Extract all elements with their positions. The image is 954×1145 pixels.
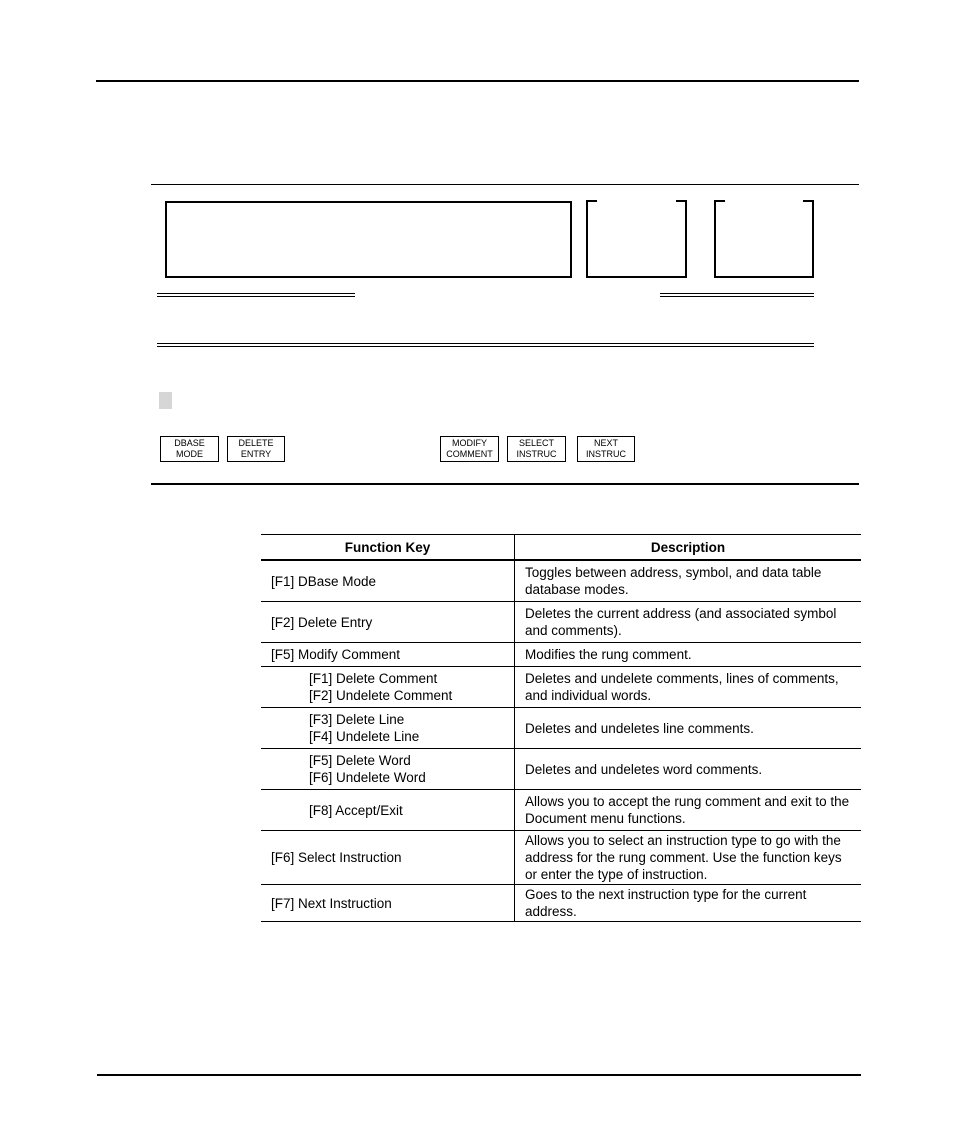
table-header-row <box>261 535 861 561</box>
function-key-cell <box>261 560 515 602</box>
prompt-cursor <box>159 392 172 409</box>
function-key-table <box>261 534 861 922</box>
description-cell: Deletes and undeletes word comments. <box>515 749 862 790</box>
function-key-label: [F4] Undelete Line <box>309 729 420 744</box>
function-key-cell <box>261 790 515 831</box>
comment-display-box <box>165 201 572 278</box>
description-cell: Goes to the next instruction type for the current address. <box>515 885 862 922</box>
table-row <box>261 885 861 922</box>
field-separator-right <box>660 293 814 297</box>
table-row <box>261 708 861 749</box>
softkey-line-1: SELECT <box>518 438 554 448</box>
symbol-display-box <box>586 200 687 278</box>
description-cell: Allows you to accept the rung comment and exit to the Document menu functions. <box>515 790 862 831</box>
softkey-line-1: MODIFY <box>452 438 487 448</box>
screen-bottom-border <box>151 483 859 485</box>
table-row <box>261 667 861 708</box>
table-row <box>261 602 861 643</box>
function-key-label: [F5] Modify Comment <box>271 647 401 662</box>
function-key-label: [F8] Accept/Exit <box>309 802 403 818</box>
softkey-line-1: DBASE <box>174 438 205 448</box>
footer-rule <box>97 1074 861 1076</box>
description-header: Description <box>515 535 862 561</box>
function-key-cell <box>261 831 515 885</box>
function-key-label: [F2] Undelete Comment <box>309 688 453 703</box>
function-key-cell <box>261 602 515 643</box>
description-cell: Deletes and undeletes line comments. <box>515 708 862 749</box>
function-key-label: [F1] DBase Mode <box>271 573 377 589</box>
function-key-cell <box>261 667 515 708</box>
header-rule <box>96 80 859 82</box>
table-row <box>261 643 861 667</box>
next-instruction-softkey[interactable] <box>577 436 635 462</box>
softkey-line-2: INSTRUC <box>516 449 557 459</box>
function-key-label: [F6] Undelete Word <box>309 770 426 785</box>
instruction-display-box <box>714 200 814 278</box>
function-key-label: [F3] Delete Line <box>309 712 405 727</box>
function-key-label: [F1] Delete Comment <box>309 671 438 686</box>
function-key-cell <box>261 708 515 749</box>
table-row <box>261 560 861 602</box>
softkey-line-1: NEXT <box>593 438 618 448</box>
softkey-line-1: DELETE <box>238 438 274 448</box>
description-cell: Deletes the current address (and associated symbol and comments). <box>515 602 862 643</box>
description-cell: Allows you to select an instruction type to go with the address for the rung comment. Use the function keys or enter the type of instruction. <box>515 831 862 885</box>
function-key-cell <box>261 885 515 922</box>
function-key-label: [F7] Next Instruction <box>271 895 392 911</box>
softkey-line-2: INSTRUC <box>586 449 626 459</box>
table-row <box>261 831 861 885</box>
dbase-mode-softkey[interactable] <box>160 436 219 462</box>
softkey-line-2: MODE <box>176 449 203 459</box>
table-row <box>261 749 861 790</box>
softkey-line-2: ENTRY <box>240 449 272 459</box>
select-instruction-softkey[interactable] <box>507 436 566 462</box>
function-key-label: [F5] Delete Word <box>309 753 411 768</box>
function-key-cell <box>261 643 515 667</box>
screen-top-border <box>151 184 859 185</box>
field-separator-left <box>157 293 355 297</box>
function-key-label: [F6] Select Instruction <box>271 850 402 865</box>
table-row <box>261 790 861 831</box>
description-cell: Toggles between address, symbol, and data table database modes. <box>515 560 862 602</box>
delete-entry-softkey[interactable] <box>227 436 285 462</box>
prompt-separator <box>157 343 814 347</box>
description-cell: Modifies the rung comment. <box>515 643 862 667</box>
modify-comment-softkey[interactable] <box>440 436 499 462</box>
softkey-line-2: COMMENT <box>446 449 493 459</box>
function-key-cell <box>261 749 515 790</box>
function-key-header: Function Key <box>261 535 515 561</box>
description-cell: Deletes and undelete comments, lines of comments, and individual words. <box>515 667 862 708</box>
function-key-label: [F2] Delete Entry <box>271 614 373 630</box>
